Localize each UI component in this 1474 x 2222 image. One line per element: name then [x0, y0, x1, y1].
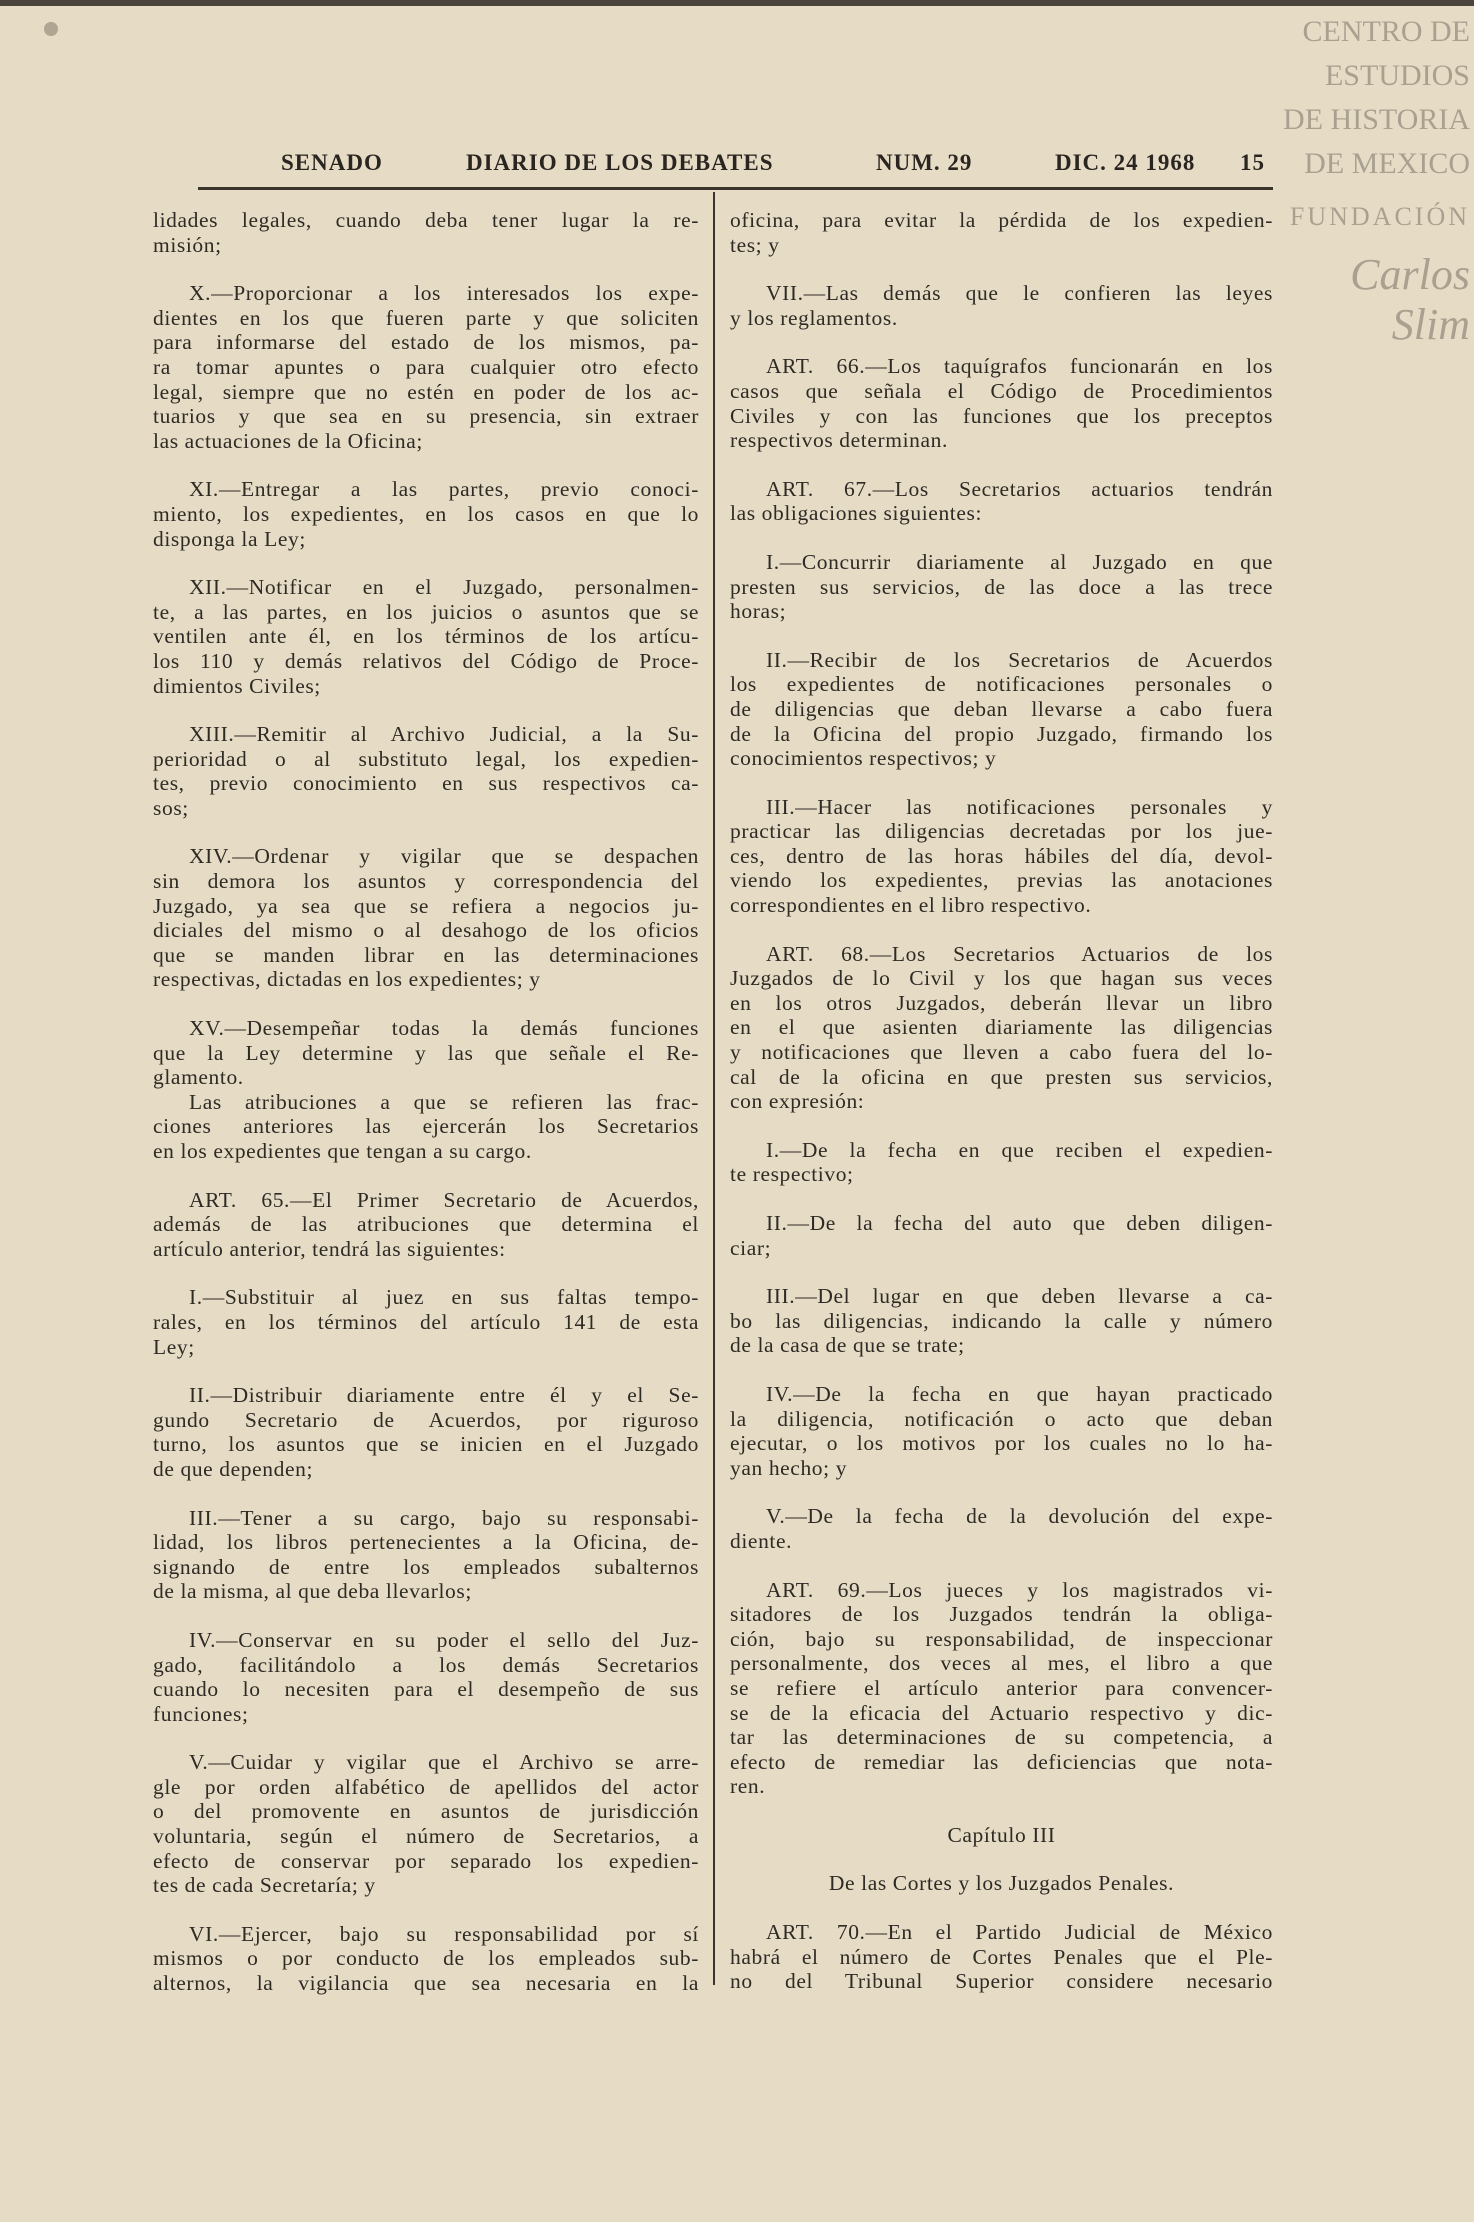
paragraph — [730, 1504, 1273, 1553]
text-line: ciar; — [730, 1235, 772, 1260]
paragraph — [153, 1750, 699, 1898]
text-line: efecto de remediar las deficiencias que nota- — [730, 1749, 1273, 1774]
text-line: lidad, los libros pertenecientes a la Oficina, de- — [153, 1530, 699, 1555]
text-line: signando de entre los empleados subalternos — [153, 1554, 699, 1579]
text-line: o del promovente en asuntos de jurisdicción — [153, 1799, 699, 1824]
text-line: personalmente, dos veces al mes, el libro a que — [730, 1651, 1273, 1676]
text-line: los 110 y demás relativos del Código de Proce- — [153, 648, 699, 673]
paragraph — [730, 1284, 1273, 1358]
scan-edge — [0, 0, 1474, 6]
text-line: ART. 65.—El Primer Secretario de Acuerdos, — [189, 1187, 699, 1212]
text-line: legal, siempre que no estén en poder de los ac- — [153, 379, 699, 404]
text-line: ejecutar, o los motivos por los cuales no lo ha- — [730, 1431, 1273, 1456]
text-line: ART. 67.—Los Secretarios actuarios tendrán — [766, 476, 1273, 501]
text-line: III.—Hacer las notificaciones personales y — [766, 794, 1273, 819]
text-line: yan hecho; y — [730, 1455, 848, 1480]
text-line: te respectivo; — [730, 1162, 854, 1187]
paragraph — [730, 1138, 1273, 1187]
text-line: ción, bajo su responsabilidad, de inspeccionar — [730, 1626, 1273, 1651]
text-line: no del Tribunal Superior considere necesario — [730, 1969, 1273, 1994]
paragraph — [153, 1506, 699, 1604]
paragraph — [153, 1016, 699, 1090]
text-line: V.—De la fecha de la devolución del expe- — [766, 1504, 1273, 1529]
text-line: gado, facilitándolo a los demás Secretarios — [153, 1652, 699, 1677]
text-line: de la Oficina del propio Juzgado, firmando los — [730, 721, 1273, 746]
header-rule — [198, 187, 1273, 190]
text-line: Las atribuciones a que se refieren las frac- — [189, 1089, 699, 1114]
text-line: que se manden librar en las determinaciones — [153, 942, 699, 967]
paragraph — [153, 1383, 699, 1481]
text-line: artículo anterior, tendrá las siguientes: — [153, 1236, 506, 1261]
text-line: de la casa de que se trate; — [730, 1333, 965, 1358]
watermark-line: ESTUDIOS — [1324, 59, 1470, 92]
text-line: diente. — [730, 1528, 793, 1553]
text-line: ra tomar apuntes o para cualquier otro efecto — [153, 354, 699, 379]
text-line: dimientos Civiles; — [153, 673, 321, 698]
text-line: alternos, la vigilancia que sea necesaria en la — [153, 1971, 699, 1996]
text-line: XI.—Entregar a las partes, previo conoci- — [189, 477, 699, 502]
header-chamber: SENADO — [281, 150, 383, 175]
text-line: IV.—Conservar en su poder el sello del Juz- — [189, 1627, 699, 1652]
text-line: tes de cada Secretaría; y — [153, 1873, 376, 1898]
watermark-institution — [1282, 10, 1470, 186]
header-date: DIC. 24 1968 — [1055, 150, 1196, 175]
text-line: diciales del mismo o al desahogo de los oficios — [153, 918, 699, 943]
text-line: y los reglamentos. — [730, 305, 898, 330]
paragraph — [730, 281, 1273, 330]
watermark-line: DE HISTORIA — [1283, 103, 1470, 136]
text-line: tuarios y que sea en su presencia, sin extraer — [153, 404, 699, 429]
text-line: ventilen ante él, en los términos de los artícu- — [153, 624, 699, 649]
paragraph — [153, 477, 699, 551]
text-line: casos que señala el Código de Procedimientos — [730, 378, 1273, 403]
text-line: además de las atribuciones que determina el — [153, 1212, 699, 1237]
text-line: III.—Tener a su cargo, bajo su responsabi- — [189, 1505, 699, 1530]
text-line: mismos o por conducto de los empleados sub- — [153, 1946, 699, 1971]
paragraph — [730, 648, 1273, 771]
text-line: Juzgado, ya sea que se refiera a negocios ju- — [153, 893, 699, 918]
header-publication: DIARIO DE LOS DEBATES — [466, 150, 774, 175]
paragraph — [153, 208, 699, 257]
text-line: rales, en los términos del artículo 141 de esta — [153, 1309, 699, 1334]
paragraph — [153, 1922, 699, 1996]
paragraph — [153, 281, 699, 453]
text-line: de que dependen; — [153, 1456, 314, 1481]
text-line: XIII.—Remitir al Archivo Judicial, a la Su- — [189, 722, 699, 747]
text-line: turno, los asuntos que se inicien en el Juzgado — [153, 1432, 699, 1457]
text-line: Juzgados de lo Civil y los que hagan sus veces — [730, 966, 1273, 991]
text-line: ART. 66.—Los taquígrafos funcionarán en los — [766, 354, 1273, 379]
section-heading — [730, 1823, 1273, 1848]
text-line: de la misma, al que deba llevarlos; — [153, 1579, 472, 1604]
paragraph — [153, 722, 699, 820]
paragraph — [730, 1382, 1273, 1480]
text-line: funciones; — [153, 1701, 249, 1726]
text-line: I.—Concurrir diariamente al Juzgado en que — [766, 549, 1273, 574]
text-line: VII.—Las demás que le confieren las leyes — [766, 281, 1273, 306]
paragraph — [153, 1090, 699, 1164]
watermark-line: CENTRO DE — [1302, 15, 1470, 48]
text-line: en los otros Juzgados, deberán llevar un libro — [730, 990, 1273, 1015]
text-line: VI.—Ejercer, bajo su responsabilidad por sí — [189, 1921, 699, 1946]
text-line: Ley; — [153, 1334, 195, 1359]
text-line: II.—Distribuir diariamente entre él y el Se- — [189, 1383, 699, 1408]
text-line: glamento. — [153, 1065, 244, 1090]
text-line: en los expedientes que tengan a su cargo. — [153, 1139, 532, 1163]
paragraph — [730, 208, 1273, 257]
text-line: XIV.—Ordenar y vigilar que se despachen — [189, 844, 699, 869]
paragraph — [153, 844, 699, 992]
text-line: horas; — [730, 599, 787, 624]
text-line: sin demora los asuntos y correspondencia del — [153, 869, 699, 894]
text-line: efecto de conservar por separado los expedien- — [153, 1848, 699, 1873]
text-line: I.—De la fecha en que reciben el expedien- — [766, 1137, 1273, 1162]
paragraph — [730, 1920, 1273, 1994]
paragraph — [153, 1188, 699, 1262]
right-column — [730, 208, 1273, 2018]
text-line: correspondientes en el libro respectivo. — [730, 893, 1092, 918]
text-line: en el que asienten diariamente las diligencias — [730, 1015, 1273, 1040]
header-page-number: 15 — [1240, 150, 1265, 175]
text-line: gundo Secretario de Acuerdos, por riguroso — [153, 1407, 699, 1432]
text-line: voluntaria, según el número de Secretarios, a — [153, 1824, 699, 1849]
text-line: respectivos determinan. — [730, 428, 948, 453]
text-line: para informarse del estado de los mismos, pa- — [153, 330, 699, 355]
column-divider — [713, 192, 715, 1985]
text-line: se de la eficacia del Actuario respectivo y dic- — [730, 1700, 1273, 1725]
text-line: gle por orden alfabético de apellidos del actor — [153, 1774, 699, 1799]
text-line: se refiere el artículo anterior para convencer- — [730, 1675, 1273, 1700]
scan-mark — [44, 22, 58, 36]
text-line: oficina, para evitar la pérdida de los expedien- — [730, 208, 1273, 232]
text-line: II.—De la fecha del auto que deben diligen- — [766, 1211, 1273, 1235]
text-line: ren. — [730, 1774, 766, 1799]
text-line: la diligencia, notificación o acto que deban — [730, 1406, 1273, 1431]
text-line: tes, previo conocimiento en sus respectivos ca- — [153, 771, 699, 796]
text-line: presten sus servicios, de las doce a las trece — [730, 574, 1273, 599]
text-line: tar las determinaciones de su competencia, a — [730, 1725, 1273, 1750]
text-line: que la Ley determine y las que señale el Re- — [153, 1040, 699, 1065]
text-line: ciones anteriores las ejercerán los Secretarios — [153, 1114, 699, 1139]
text-line: habrá el número de Cortes Penales que el Ple- — [730, 1944, 1273, 1969]
text-line: con expresión: — [730, 1089, 865, 1114]
paragraph — [730, 1578, 1273, 1799]
text-line: miento, los expedientes, en los casos en que lo — [153, 501, 699, 526]
paragraph — [153, 575, 699, 698]
text-line: II.—Recibir de los Secretarios de Acuerdos — [766, 647, 1273, 672]
text-line: sos; — [153, 795, 189, 820]
text-line: III.—Del lugar en que deben llevarse a ca- — [766, 1284, 1273, 1309]
text-line: y notificaciones que lleven a cabo fuera del lo- — [730, 1040, 1273, 1065]
text-line: bo las diligencias, indicando la calle y número — [730, 1308, 1273, 1333]
text-line: De las Cortes y los Juzgados Penales. — [828, 1871, 1175, 1896]
text-line: ART. 70.—En el Partido Judicial de México — [766, 1920, 1273, 1945]
header-number: NUM. 29 — [876, 150, 973, 175]
text-line: de diligencias que deban llevarse a cabo fuera — [730, 696, 1273, 721]
watermark-signature: Carlos Slim — [1350, 250, 1470, 349]
text-line: te, a las partes, en los juicios o asuntos que se — [153, 599, 699, 624]
paragraph — [730, 1211, 1273, 1260]
text-line: cuando lo necesiten para el desempeño de sus — [153, 1677, 699, 1702]
section-heading — [730, 1871, 1273, 1896]
text-line: XII.—Notificar en el Juzgado, personalmen- — [189, 575, 699, 600]
paragraph — [730, 942, 1273, 1114]
watermark-foundation: FUNDACIÓN — [1289, 202, 1470, 231]
text-line: las actuaciones de la Oficina; — [153, 428, 423, 453]
text-line: Civiles y con las funciones que los preceptos — [730, 403, 1273, 428]
text-line: dientes en los que fueren parte y que soliciten — [153, 305, 699, 330]
text-line: tes; y — [730, 232, 780, 257]
paragraph — [153, 1628, 699, 1726]
text-line: perioridad o al substituto legal, los expedien- — [153, 746, 699, 771]
text-line: I.—Substituir al juez en sus faltas tempo- — [189, 1285, 699, 1310]
text-line: cal de la oficina en que presten sus servicios, — [730, 1064, 1273, 1089]
text-line: disponga la Ley; — [153, 526, 306, 551]
paragraph — [153, 1285, 699, 1359]
text-line: respectivas, dictadas en los expedientes; y — [153, 967, 541, 992]
left-column — [153, 208, 699, 2020]
text-line: XV.—Desempeñar todas la demás funciones — [189, 1016, 699, 1041]
paragraph — [730, 477, 1273, 526]
watermark-line: DE MEXICO — [1304, 147, 1470, 180]
paragraph — [730, 795, 1273, 918]
text-line: practicar las diligencias decretadas por los jue- — [730, 819, 1273, 844]
text-line: viendo los expedientes, previas las anotaciones — [730, 868, 1273, 893]
text-line: conocimientos respectivos; y — [730, 746, 997, 771]
text-line: los expedientes de notificaciones personales o — [730, 672, 1273, 697]
text-line: sitadores de los Juzgados tendrán la obliga- — [730, 1602, 1273, 1627]
text-line: ces, dentro de las horas hábiles del día, devol- — [730, 843, 1273, 868]
text-line: X.—Proporcionar a los interesados los expe- — [189, 281, 699, 306]
paragraph — [730, 354, 1273, 452]
text-line: misión; — [153, 232, 222, 257]
text-line: ART. 69.—Los jueces y los magistrados vi- — [766, 1577, 1273, 1602]
text-line: lidades legales, cuando deba tener lugar la re- — [153, 208, 699, 232]
text-line: V.—Cuidar y vigilar que el Archivo se arre- — [189, 1750, 699, 1775]
text-line: ART. 68.—Los Secretarios Actuarios de los — [766, 941, 1273, 966]
text-line: las obligaciones siguientes: — [730, 501, 983, 526]
text-line: Capítulo III — [947, 1822, 1056, 1847]
text-line: IV.—De la fecha en que hayan practicado — [766, 1381, 1273, 1406]
paragraph — [730, 550, 1273, 624]
